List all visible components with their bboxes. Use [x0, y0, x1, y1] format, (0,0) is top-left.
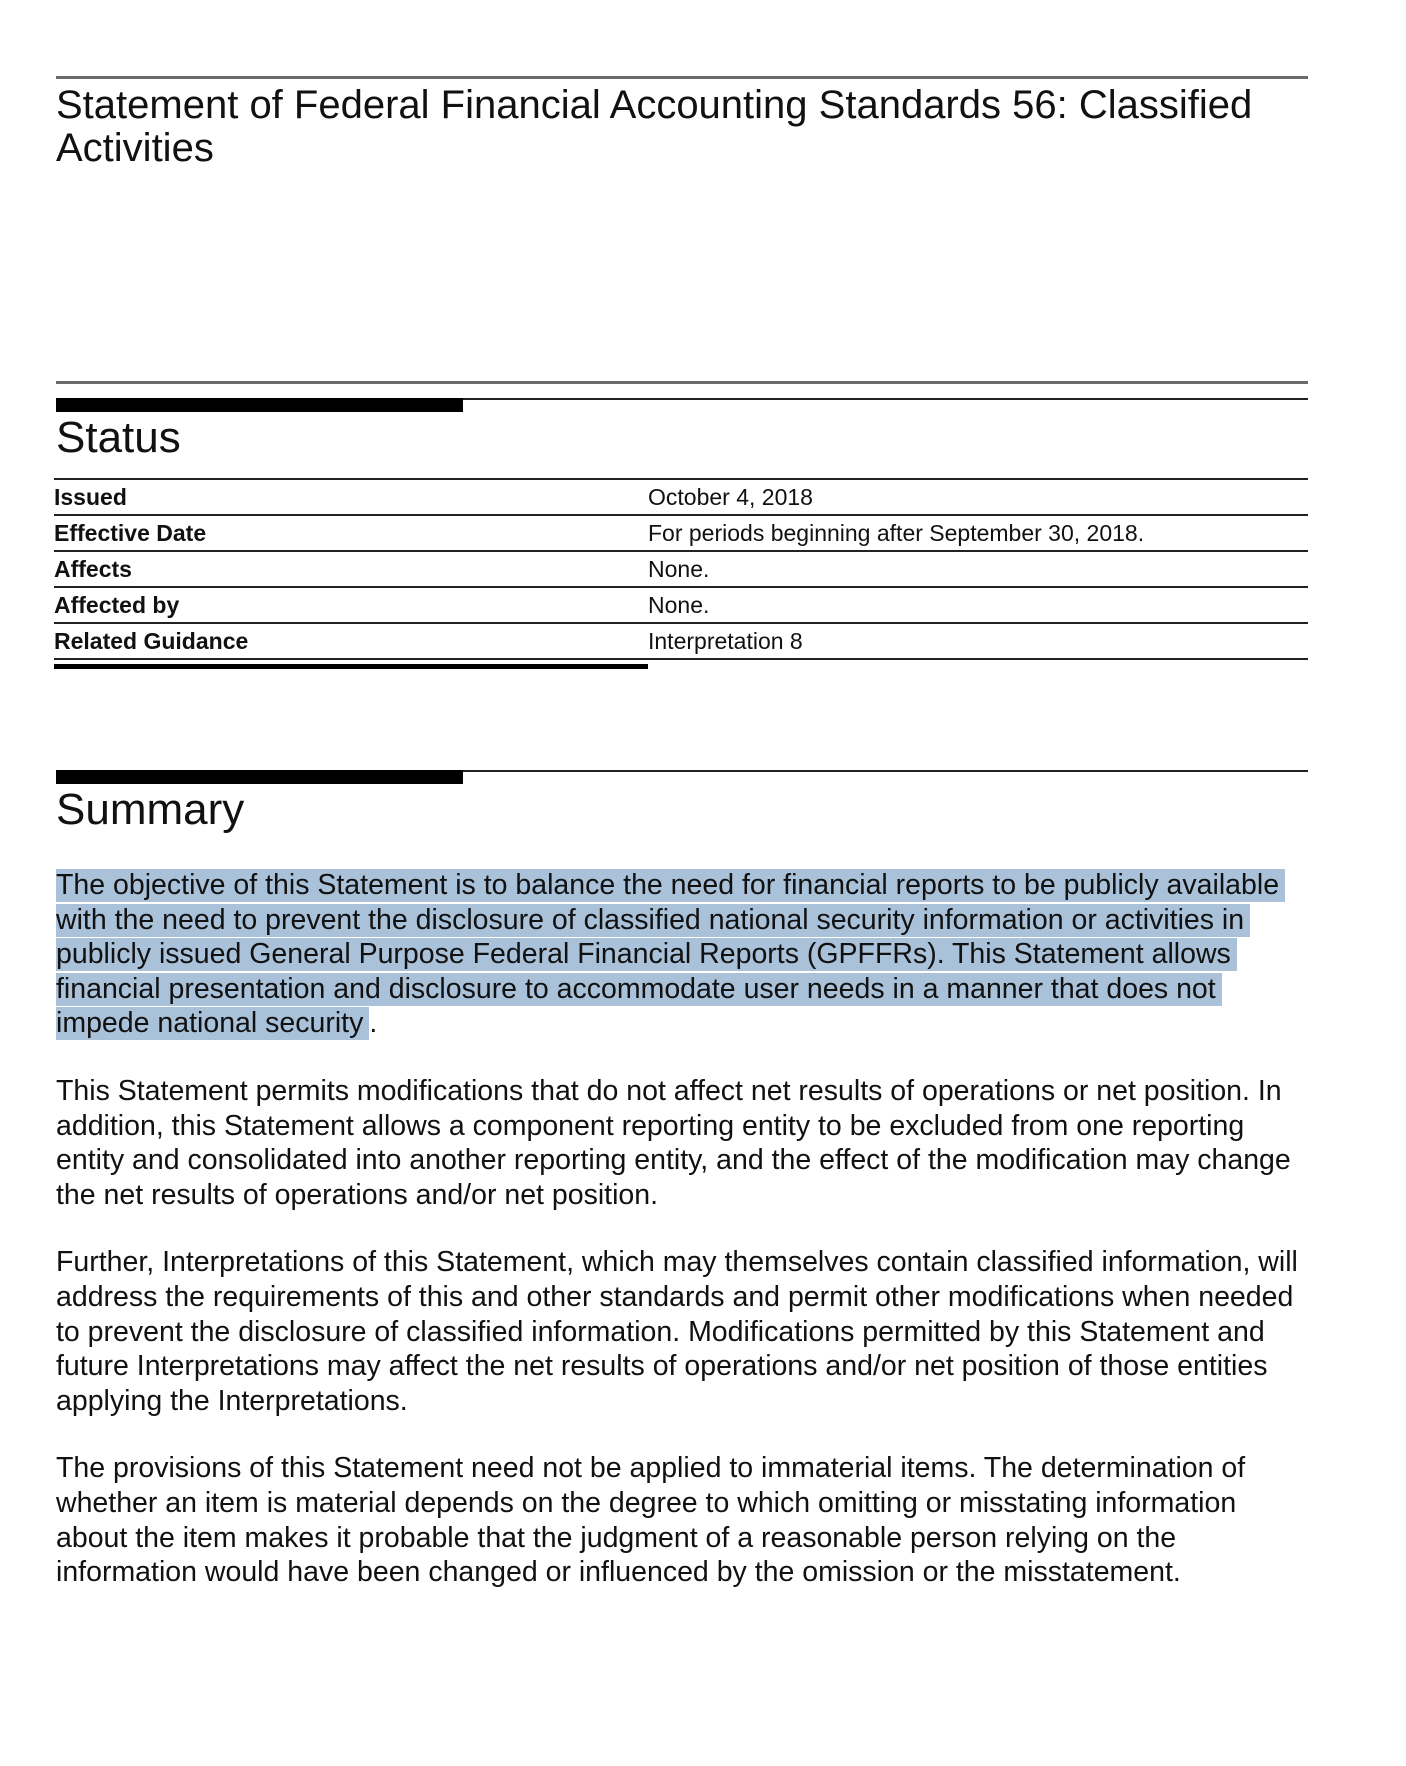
status-row-related-guidance	[54, 622, 1308, 660]
status-label: Related Guidance	[54, 628, 249, 654]
status-section-rule	[56, 381, 1308, 384]
status-table	[54, 478, 1308, 660]
summary-body	[56, 868, 1308, 1623]
summary-paragraph-2: This Statement permits modifications that do not affect net results of operations or net position. In addition, this Statement allows a component reporting entity to be excluded from one reporting entity and consolidated into another reporting entity, and the effect of the modification may change the net results of operations and/or net position.	[56, 1074, 1291, 1211]
document-title: Statement of Federal Financial Accounting Standards 56: Classified Activities	[56, 83, 1253, 170]
status-label: Affects	[54, 556, 132, 582]
status-heading-bar	[56, 398, 463, 412]
status-row-affected-by	[54, 586, 1308, 622]
status-value: Interpretation 8	[648, 628, 803, 654]
status-heading: Status	[56, 413, 181, 462]
summary-heading-bar	[56, 770, 463, 784]
status-value: For periods beginning after September 30, 2018.	[648, 520, 1145, 546]
summary-paragraph-4: The provisions of this Statement need not be applied to immaterial items. The determination of whether an item is material depends on the degree to which omitting or misstating information about the item makes it probable that the judgment of a reasonable person relying on the information would have been changed or influenced by the omission or the misstatement.	[56, 1452, 1246, 1589]
summary-paragraph-3: Further, Interpretations of this Statement, which may themselves contain classified information, will address the requirements of this and other standards and permit other modifications when needed to prevent the disclosure of classified information. Modifications permitted by this Statement and future Interpretations may affect the net results of operations and/or net position of those entities applying the Interpretations.	[56, 1246, 1298, 1417]
text-selection-highlight[interactable]: The objective of this Statement is to balance the need for financial reports to be publicly available with the need to prevent the disclosure of classified national security information or activities in publicly issued General Purpose Federal Financial Reports (GPFFRs). This Statement allows financial presentation and disclosure to accommodate user needs in a manner that does not impede national security	[56, 869, 1285, 1040]
status-label-column-underbar	[54, 664, 648, 669]
status-row-affects	[54, 550, 1308, 586]
status-row-issued	[54, 478, 1308, 514]
status-label: Affected by	[54, 592, 180, 618]
status-value: None.	[648, 556, 710, 582]
status-value: None.	[648, 592, 710, 618]
status-label: Issued	[54, 484, 127, 510]
summary-paragraph-1-tail: .	[369, 1007, 378, 1040]
status-label: Effective Date	[54, 520, 207, 546]
summary-heading: Summary	[56, 785, 245, 834]
status-value: October 4, 2018	[648, 484, 813, 510]
summary-paragraph-1	[56, 868, 1308, 1041]
status-row-effective-date	[54, 514, 1308, 550]
title-top-rule	[56, 76, 1308, 79]
